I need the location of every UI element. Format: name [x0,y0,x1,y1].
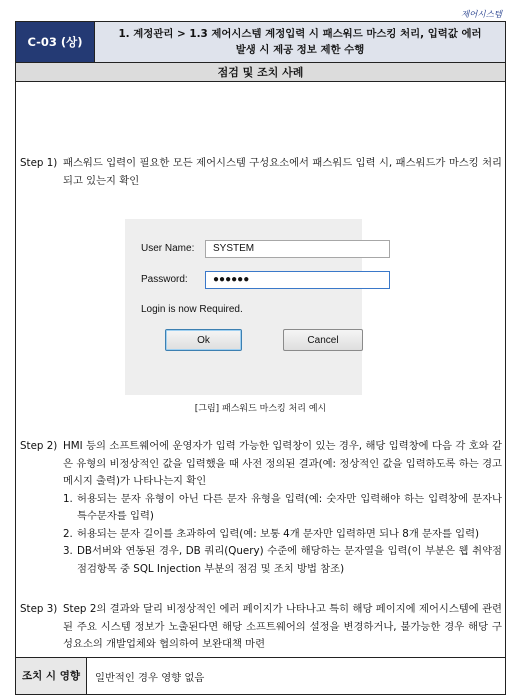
step-3-label: Step 3) [20,603,58,615]
username-label: User Name: [141,243,195,254]
impact-label: 조치 시 영향 [16,658,87,694]
step-2-item-3-text: DB서버와 연동된 경우, DB 쿼리(Query) 수준에 해당하는 문자열을 입력(이 부분은 웹 취약점 점검항목 중 SQL Injection 부분의 점검 및 조치 방법 참조) [77,545,502,575]
step-1-label: Step 1) [20,157,58,169]
step-2-item-1 [63,491,502,526]
step-2-item-3 [63,543,502,578]
step-2-item-1-num: 1. [63,492,73,505]
step-2-item-2-text: 허용되는 문자 길이를 초과하여 입력(예: 보통 4개 문자만 입력하면 되나 8개 문자를 입력) [77,527,480,540]
item-code: C-03 (상) [16,22,95,62]
document-header [16,22,505,63]
item-title [95,22,505,62]
category-tag: 제어시스템 [460,10,502,20]
step-2-text: HMI 등의 소프트웨어에 운영자가 입력 가능한 입력창이 있는 경우, 해당 입력창에 다음 각 호와 같은 유형의 비정상적인 값을 입력했을 때 사전 정의된 결과(예: 정상적인 값을 입력하도록 하는 경고 메시지 출력)가 나타나는지 확인 [63,440,502,487]
step-3 [20,601,502,654]
step-2-item-2-num: 2. [63,527,73,540]
impact-value: 일반적인 경우 영향 없음 [95,671,205,684]
login-dialog-figure [125,219,362,395]
ok-button[interactable]: Ok [165,329,242,351]
document-body [16,82,505,659]
step-2-item-2 [63,526,502,544]
username-input[interactable]: SYSTEM [205,240,390,258]
step-2-item-1-text: 허용되는 문자 유형이 아닌 다른 문자 유형을 입력(예: 숫자만 입력해야 하는 입력창에 문자나 특수문자를 입력) [77,492,502,522]
inspection-document [15,21,506,695]
step-2-item-3-num: 3. [63,545,73,557]
step-2 [20,438,502,578]
cancel-button[interactable]: Cancel [283,329,363,351]
step-1-text: 패스워드 입력이 필요한 모든 제어시스템 구성요소에서 패스워드 입력 시, 패스워드가 마스킹 처리되고 있는지 확인 [63,157,502,187]
figure-caption: [그림] 패스워드 마스킹 처리 예시 [194,404,327,414]
login-message: Login is now Required. [141,304,243,315]
password-input[interactable]: ●●●●●● [205,271,390,289]
item-title-line1: 1. 계정관리 > 1.3 제어시스템 계정입력 시 패스워드 마스킹 처리, 입력값 에러 [118,28,482,40]
section-title: 점검 및 조치 사례 [16,63,505,82]
step-1 [20,155,502,190]
password-label: Password: [141,274,188,285]
item-title-line2: 발생 시 제공 정보 제한 수행 [235,44,365,56]
step-3-text: Step 2의 결과와 달리 비정상적인 에러 페이지가 나타나고 특히 해당 페이지에 제어시스템에 관련된 주요 시스템 정보가 노출된다면 해당 소프트웨어의 설정을 변경하거나, 불가능한 경우 해당 구성요소의 개발업체와 협의하여 보완대책 마련 [63,603,502,650]
impact-row [16,657,505,694]
step-2-label: Step 2) [20,440,58,452]
